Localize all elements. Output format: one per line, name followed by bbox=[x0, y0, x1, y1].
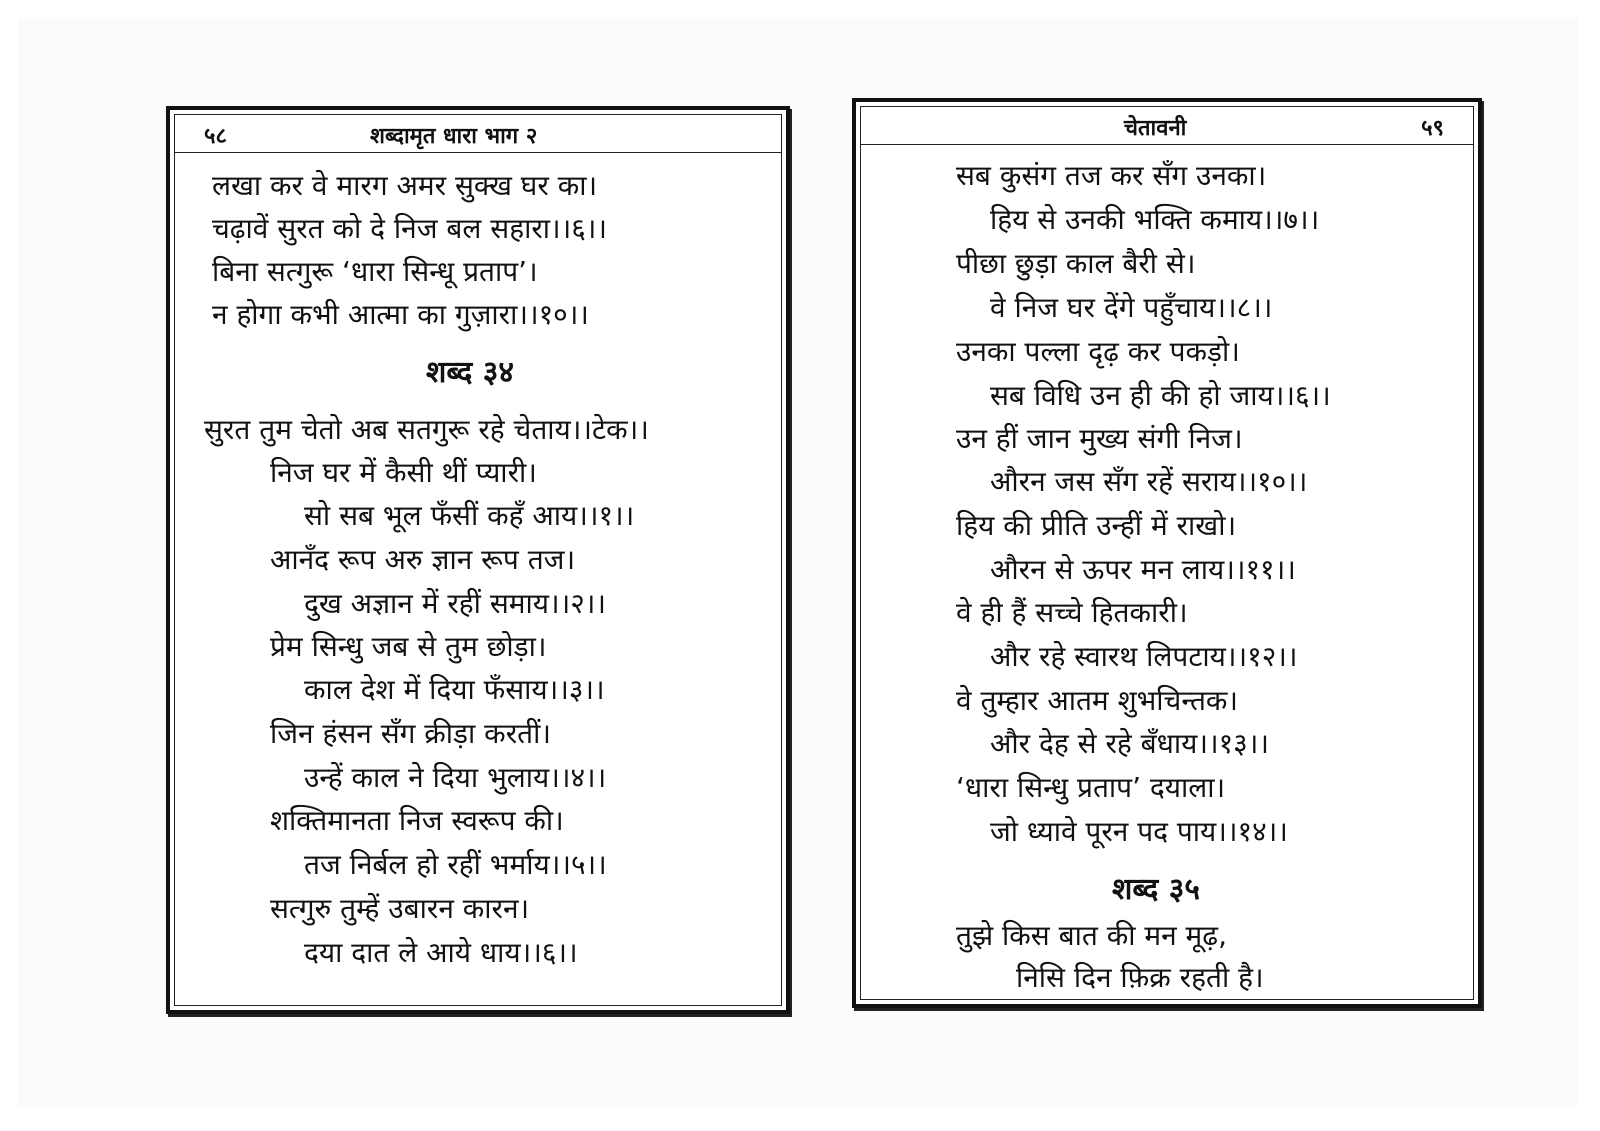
verse-line: औरन से ऊपर मन लाय।।११।। bbox=[990, 553, 1296, 586]
verse-line: तज निर्बल हो रहीं भर्माय।।५।। bbox=[304, 848, 607, 881]
left-page-header bbox=[174, 114, 782, 153]
verse-line: सत्गुरु तुम्हें उबारन कारन। bbox=[270, 892, 530, 925]
verse-line: जिन हंसन सँग क्रीड़ा करतीं। bbox=[270, 717, 551, 750]
verse-line: पीछा छुड़ा काल बैरी से। bbox=[956, 247, 1196, 280]
verse-line: सब विधि उन ही की हो जाय।।६।। bbox=[990, 379, 1331, 412]
verse-line: और देह से रहे बँधाय।।१३।। bbox=[990, 727, 1269, 760]
verse-line: औरन जस सँग रहें सराय।।१०।। bbox=[990, 465, 1308, 498]
verse-line: न होगा कभी आत्मा का गुज़ारा।।१०।। bbox=[212, 298, 589, 331]
verse-line: आनँद रूप अरु ज्ञान रूप तज। bbox=[270, 543, 576, 576]
right-running-title: चेतावनी bbox=[1124, 116, 1187, 141]
shabd-heading: शब्द ३४ bbox=[426, 355, 514, 390]
verse-line: दुख अज्ञान में रहीं समाय।।२।। bbox=[304, 587, 606, 620]
verse-line: लखा कर वे मारग अमर सुक्ख घर का। bbox=[212, 169, 598, 202]
verse-line: हिय से उनकी भक्ति कमाय।।७।। bbox=[990, 203, 1320, 236]
verse-line: काल देश में दिया फँसाय।।३।। bbox=[304, 673, 605, 706]
verse-line: शक्तिमानता निज स्वरूप की। bbox=[270, 804, 564, 837]
left-page bbox=[166, 106, 790, 1014]
verse-line: उनका पल्ला दृढ़ कर पकड़ो। bbox=[956, 335, 1240, 368]
verse-line: दया दात ले आये धाय।।६।। bbox=[304, 936, 578, 969]
verse-line: उन हीं जान मुख्य संगी निज। bbox=[956, 422, 1243, 455]
verse-line: ‘धारा सिन्धु प्रताप’ दयाला। bbox=[956, 771, 1226, 804]
shabd-heading: शब्द ३५ bbox=[1112, 872, 1200, 907]
verse-line: जो ध्यावे पूरन पद पाय।।१४।। bbox=[990, 815, 1288, 848]
right-page-header bbox=[860, 106, 1474, 145]
verse-line: सो सब भूल फँसीं कहँ आय।।१।। bbox=[304, 499, 635, 532]
left-page-number: ५८ bbox=[204, 124, 227, 149]
verse-line: उन्हें काल ने दिया भुलाय।।४।। bbox=[304, 761, 607, 794]
verse-line: निज घर में कैसी थीं प्यारी। bbox=[270, 456, 537, 489]
verse-line: तुझे किस बात की मन मूढ़, bbox=[956, 919, 1227, 952]
verse-line: निसि दिन फ़िक्र रहती है। bbox=[1016, 961, 1264, 994]
verse-line: प्रेम सिन्धु जब से तुम छोड़ा। bbox=[270, 630, 547, 663]
verse-line: हिय की प्रीति उन्हीं में राखो। bbox=[956, 509, 1237, 542]
verse-line: सब कुसंग तज कर सँग उनका। bbox=[956, 159, 1267, 192]
verse-line: वे निज घर देंगे पहुँचाय।।८।। bbox=[990, 291, 1273, 324]
left-running-title: शब्दामृत धारा भाग २ bbox=[370, 124, 538, 149]
verse-line: चढ़ावें सुरत को दे निज बल सहारा।।६।। bbox=[212, 212, 608, 245]
right-page-number: ५९ bbox=[1421, 116, 1444, 141]
verse-line: सुरत तुम चेतो अब सतगुरू रहे चेताय।।टेक।। bbox=[204, 413, 649, 446]
right-page bbox=[852, 98, 1482, 1008]
verse-line: बिना सत्गुरू ‘धारा सिन्धू प्रताप’। bbox=[212, 255, 538, 288]
verse-line: वे ही हैं सच्चे हितकारी। bbox=[956, 596, 1188, 629]
verse-line: वे तुम्हार आतम शुभचिन्तक। bbox=[956, 684, 1239, 717]
verse-line: और रहे स्वारथ लिपटाय।।१२।। bbox=[990, 640, 1298, 673]
